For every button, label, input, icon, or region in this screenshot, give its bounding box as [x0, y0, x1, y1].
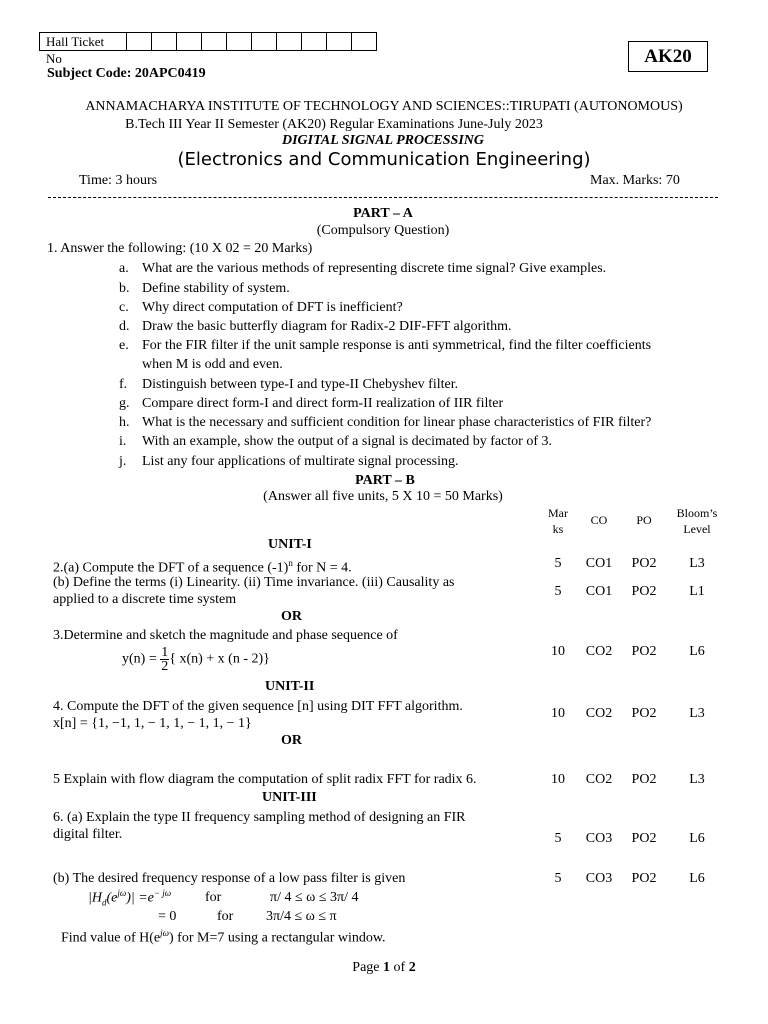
hall-ticket-box [352, 33, 376, 50]
unit-1-title: UNIT-I [268, 537, 312, 552]
question-letter: b. [119, 281, 130, 296]
row-co: CO1 [585, 556, 613, 571]
question-6b: (b) The desired frequency response of a low pass filter is given [53, 871, 406, 886]
question-letter: c. [119, 300, 129, 315]
hall-ticket-box [177, 33, 202, 50]
part-a-instruction: 1. Answer the following: (10 X 02 = 20 Marks) [47, 241, 313, 256]
question-2a: 2.(a) Compute the DFT of a sequence $(-1)^n$ for N = 4. [53, 558, 352, 576]
row-marks: 5 [554, 871, 562, 886]
page-number: Page 1 of 2 [352, 960, 416, 975]
hall-ticket-box [202, 33, 227, 50]
row-co: CO2 [585, 772, 613, 787]
row-blooms: L1 [689, 584, 705, 599]
question-letter: e. [119, 338, 129, 353]
or-divider: OR [281, 609, 302, 624]
hall-ticket-box [127, 33, 152, 50]
condition-for: for [217, 909, 234, 924]
row-marks: 5 [554, 831, 562, 846]
question-4: 4. Compute the DFT of the given sequence [n] using DIT FFT algorithm. [53, 699, 463, 714]
question-letter: g. [119, 396, 130, 411]
question-text: Compare direct form-I and direct form-II realization of IIR filter [142, 396, 504, 411]
hall-ticket-box [302, 33, 327, 50]
row-po: PO2 [631, 831, 657, 846]
row-marks: 10 [551, 644, 565, 659]
unit-3-title: UNIT-III [262, 790, 317, 805]
header-divider [48, 197, 718, 198]
row-blooms: L6 [689, 871, 705, 886]
marks-header: Mar ks [548, 506, 568, 536]
row-marks: 10 [551, 706, 565, 721]
question-text-continued: when M is odd and even. [142, 357, 283, 372]
exam-time: Time: 3 hours [79, 173, 158, 188]
question-text: Define stability of system. [142, 281, 290, 296]
hall-ticket-box [277, 33, 302, 50]
row-co: CO1 [585, 584, 613, 599]
frequency-response-equation: $|H_d(e^{j\omega})| =e^{- j\omega}$ [88, 888, 172, 908]
hall-ticket-box [227, 33, 252, 50]
row-co: CO2 [585, 706, 613, 721]
condition-for: for [205, 890, 222, 905]
row-co: CO2 [585, 644, 613, 659]
subject-code: Subject Code: 20APC0419 [47, 66, 206, 81]
row-blooms: L6 [689, 644, 705, 659]
max-marks: Max. Marks: 70 [590, 173, 680, 188]
zero-value: = 0 [158, 909, 177, 924]
question-5: 5 Explain with flow diagram the computation of split radix FFT for radix 6. [53, 772, 477, 787]
question-text: Draw the basic butterfly diagram for Radix-2 DIF-FFT algorithm. [142, 319, 512, 334]
part-b-subtitle: (Answer all five units, 5 X 10 = 50 Marks) [263, 489, 503, 504]
question-text: What is the necessary and sufficient condition for linear phase characteristics of FIR filter? [142, 415, 652, 430]
question-2b-continued: applied to a discrete time system [53, 592, 237, 607]
row-po: PO2 [631, 772, 657, 787]
hall-ticket-grid [39, 32, 377, 66]
question-letter: f. [119, 377, 128, 392]
row-po: PO2 [631, 644, 657, 659]
row-blooms: L3 [689, 706, 705, 721]
or-divider: OR [281, 733, 302, 748]
question-3-equation: y(n) = $\frac{1}{2}$ { x(n) + x (n - 2)} [122, 645, 270, 674]
part-b-title: PART – B [355, 473, 415, 488]
po-header: PO [636, 513, 652, 527]
row-po: PO2 [631, 584, 657, 599]
condition-range: 3π/4 ≤ ω ≤ π [266, 909, 337, 924]
part-a-subtitle: (Compulsory Question) [316, 223, 450, 238]
question-2b: (b) Define the terms (i) Linearity. (ii) Time invariance. (iii) Causality as [53, 575, 455, 590]
hall-ticket-label: Hall Ticket No [40, 33, 127, 50]
hall-ticket-box [327, 33, 352, 50]
question-6a: 6. (a) Explain the type II frequency sampling method of designing an FIR [53, 810, 466, 825]
row-co: CO3 [585, 871, 613, 886]
row-marks: 5 [554, 556, 562, 571]
row-co: CO3 [585, 831, 613, 846]
row-po: PO2 [631, 556, 657, 571]
fraction: $\frac{1}{2}$ [161, 645, 169, 674]
hall-ticket-box [252, 33, 277, 50]
question-4-sequence: x[n] = {1, −1, 1, − 1, 1, − 1, 1, − 1} [53, 716, 252, 731]
blooms-header: Bloom’s Level [676, 506, 718, 536]
unit-2-title: UNIT-II [265, 679, 315, 694]
row-po: PO2 [631, 706, 657, 721]
branch-title: (Electronics and Communication Engineering) [177, 149, 591, 170]
question-text: With an example, show the output of a signal is decimated by factor of 3. [142, 434, 552, 449]
question-letter: i. [119, 434, 127, 449]
question-text: For the FIR filter if the unit sample response is anti symmetrical, find the filter coefficients [142, 338, 652, 353]
row-blooms: L3 [689, 772, 705, 787]
row-blooms: L6 [689, 831, 705, 846]
row-marks: 10 [551, 772, 565, 787]
question-letter: a. [119, 261, 129, 276]
question-letter: j. [119, 454, 127, 469]
hall-ticket-box [152, 33, 177, 50]
question-3: 3.Determine and sketch the magnitude and phase sequence of [53, 628, 398, 643]
paper-code: AK20 [628, 41, 708, 72]
exam-title: B.Tech III Year II Semester (AK20) Regular Examinations June-July 2023 [125, 117, 543, 132]
question-letter: d. [119, 319, 130, 334]
question-text: Distinguish between type-I and type-II Chebyshev filter. [142, 377, 459, 392]
question-6a-continued: digital filter. [53, 827, 123, 842]
institute-name: ANNAMACHARYA INSTITUTE OF TECHNOLOGY AND SCIENCES::TIRUPATI (AUTONOMOUS) [85, 99, 683, 114]
row-marks: 5 [554, 584, 562, 599]
co-header: CO [590, 513, 608, 527]
question-text: List any four applications of multirate signal processing. [142, 454, 459, 469]
question-letter: h. [119, 415, 130, 430]
question-6b-task: Find value of $H(e^{j\omega})$ for M=7 using a rectangular window. [61, 928, 386, 946]
condition-range: π/ 4 ≤ ω ≤ 3π/ 4 [270, 890, 359, 905]
question-text: What are the various methods of representing discrete time signal? Give examples. [142, 261, 607, 276]
course-title: DIGITAL SIGNAL PROCESSING [281, 133, 484, 148]
row-po: PO2 [631, 871, 657, 886]
row-blooms: L3 [689, 556, 705, 571]
question-text: Why direct computation of DFT is inefficient? [142, 300, 403, 315]
part-a-title: PART – A [353, 206, 413, 221]
